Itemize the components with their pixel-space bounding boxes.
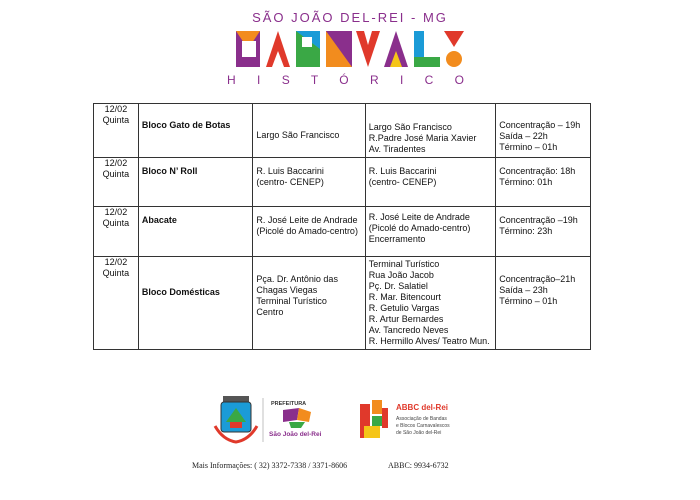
table-row [94,104,591,158]
route-cell: R. Luis Baccarini (centro- CENEP) [365,158,495,207]
abbc-sub1: Associação de Bandas [396,416,447,422]
table-row [94,257,591,350]
city-heading: SÃO JOÃO DEL-REI - MG [252,10,448,25]
times-cell: Concentração: 18h Término: 01h [496,158,591,207]
place-cell: Largo São Francisco [253,104,365,158]
abbc-title: ABBC del-Rei [396,403,449,412]
historico-subtitle: H I S T Ó R I C O [227,73,473,87]
prefeitura-logo [213,396,343,444]
date-cell: 12/02 Quinta [94,104,139,158]
times-cell: Concentração – 19h Saída – 22h Término – 01h [496,104,591,158]
bloco-name-cell: Bloco Domésticas [138,257,253,350]
prefeitura-label: PREFEITURA [271,401,307,407]
table-row [94,158,591,207]
place-cell: R. Luis Baccarini (centro- CENEP) [253,158,365,207]
header [0,0,700,100]
route-cell: R. José Leite de Andrade (Picolé do Amado-centro) Encerramento [365,207,495,257]
date-cell: 12/02 Quinta [94,257,139,350]
table-row [94,207,591,257]
contact-info: Mais Informações: ( 32) 3372-7338 / 3371-8606 [192,461,348,470]
carnaval-logo [236,27,464,71]
prefeitura-name: São João del-Rei [269,431,322,438]
route-cell: Terminal Turístico Rua João Jacob Pç. Dr. Salatiel R. Mar. Bitencourt R. Getulio Vargas R. Artur Bernardes Av. Tancredo Neves R. Hermillo Alves/ Teatro Mun. [365,257,495,350]
date-cell: 12/02 Quinta [94,158,139,207]
abbc-sub3: de São João del-Rei [396,430,442,436]
place-cell: Pça. Dr. Antônio das Chagas Viegas Terminal Turístico Centro [253,257,365,350]
abbc-sub2: e Blocos Carnavalescos [396,423,450,429]
bloco-name-cell: Abacate [138,207,253,257]
bloco-name-cell: Bloco N’ Roll [138,158,253,207]
times-cell: Concentração –19h Término: 23h [496,207,591,257]
route-cell: Largo São Francisco R.Padre José Maria Xavier Av. Tiradentes [365,104,495,158]
schedule-table [93,103,591,350]
times-cell: Concentração–21h Saída – 23h Término – 01h [496,257,591,350]
date-cell: 12/02 Quinta [94,207,139,257]
abbc-logo [358,396,488,444]
abbc-phone: ABBC: 9934-6732 [388,461,449,470]
place-cell: R. José Leite de Andrade (Picolé do Amado-centro) [253,207,365,257]
bloco-name-cell: Bloco Gato de Botas [138,104,253,158]
